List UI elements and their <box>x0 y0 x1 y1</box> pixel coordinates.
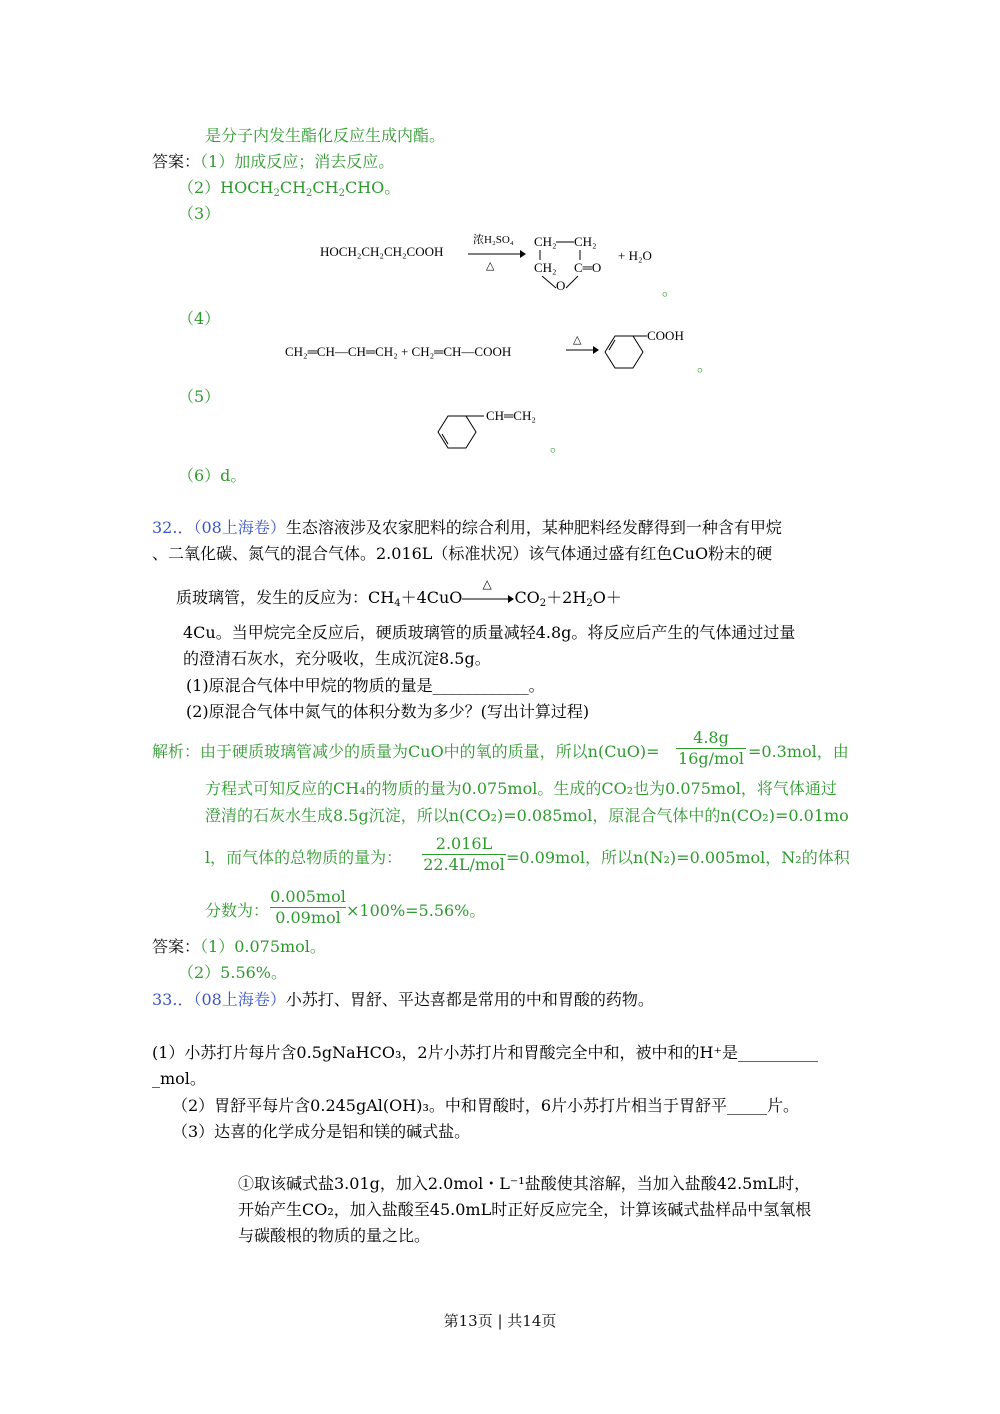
question-33-line-1: 33.．（08上海卷）小苏打、胃舒、平达喜都是常用的中和胃酸的药物。 <box>152 990 654 1009</box>
reaction-arrow <box>466 248 526 260</box>
answer-6: （6）d。 <box>178 466 247 485</box>
question-33-sub-2: （2）胃舒平每片含0.245gAl(OH)₃。中和胃酸时，6片小苏打片相当于胃舒平_____片。 <box>172 1096 800 1115</box>
fraction-cuo: 4.8g 16g/mol <box>676 728 746 769</box>
ring-carbonyl: C═O <box>574 260 602 275</box>
answer-32-line-2: （2）5.56%。 <box>178 963 288 982</box>
reaction-arrow-4 <box>565 344 599 356</box>
solution-32-line-5-end: ×100%=5.56%。 <box>346 901 486 920</box>
question-33-part-1-line-2: 开始产生CO₂，加入盐酸至45.0mL时正好反应完全，计算该碱式盐样品中氢氧根 <box>238 1200 812 1219</box>
question-number-32: 32.． <box>152 518 194 537</box>
fraction-n2: 0.005mol 0.09mol <box>270 887 346 927</box>
question-33-part-1-line-3: 与碳酸根的物质的量之比。 <box>238 1226 431 1245</box>
fraction-total: 2.016L 22.4L/mol <box>423 834 505 874</box>
question-32-sub-1: (1)原混合气体中甲烷的物质的量是____________。 <box>186 676 545 695</box>
answer-2: $(2)HOCH_2CH_2CH_2CHO$。 <box>178 178 401 199</box>
lactone-bonds <box>528 228 608 298</box>
solution-32-line-4: l，而气体的总物质的量为： <box>205 848 403 867</box>
solution-32-line-1: 解析：由于硬质玻璃管减少的质量为CuO中的氧的质量，所以n(CuO)= <box>152 742 660 761</box>
plus-water: + H₂O <box>618 248 652 263</box>
solution-label: 解析： <box>152 742 201 761</box>
question-33-sub-1-cont: _mol。 <box>152 1069 206 1088</box>
solution-32-line-2: 方程式可知反应的CH₄的物质的量为0.075mol。生成的CO₂也为0.075mol，将气体通过 <box>205 779 837 798</box>
question-32-line-2: 、二氧化碳、氮气的混合气体。2.016L（标准状况）该气体通过盛有红色CuO粉末的硬 <box>152 544 773 563</box>
answer-32-line-1: 答案：（1）0.075mol。 <box>152 937 326 956</box>
answer-5-label: （5） <box>178 387 221 406</box>
ring-ch2-2: CH₂ <box>574 234 597 249</box>
period-5: 。 <box>550 436 567 455</box>
question-32-line-4: 4Cu。当甲烷完全反应后，硬质玻璃管的质量减轻4.8g。将反应后产生的气体通过过量 <box>183 623 796 642</box>
question-32-equation: 质玻璃管，发生的反应为：$CH_4+4CuO$ △ $CO_2+2H_2O+$ <box>176 577 622 609</box>
reaction-4 <box>285 330 715 380</box>
question-32-line-1: 32.．（08上海卷）生态溶液涉及农家肥料的综合利用，某种肥料经发酵得到一种含有甲烷 <box>152 518 782 537</box>
solution-32-line-1-end: =0.3mol，由 <box>748 742 849 761</box>
condition-heat-4: △ <box>573 334 582 346</box>
answer-1: （1）加成反应；消去反应。 <box>200 152 395 171</box>
text-line-ester: 是分子内发生酯化反应生成内酯。 <box>205 126 446 145</box>
vinyl-group: CH═CH₂ <box>486 408 536 423</box>
ring-oxygen: O <box>556 278 566 293</box>
reaction-arrow-32 <box>462 593 514 605</box>
condition-h2so4: 浓H₂SO₄ <box>473 234 514 246</box>
question-32-sub-2: (2)原混合气体中氮气的体积分数为多少？(写出计算过程) <box>186 702 590 721</box>
question-33-sub-3: （3）达喜的化学成分是铝和镁的碱式盐。 <box>172 1122 471 1141</box>
cyclohexene-ring-5 <box>432 412 492 456</box>
question-source-32: （08上海卷） <box>193 518 286 537</box>
question-33-part-1-line-1: ①取该碱式盐3.01g，加入2.0mol・L⁻¹盐酸使其溶解，当加入盐酸42.5mL时， <box>238 1174 811 1193</box>
period-4: 。 <box>697 356 714 375</box>
condition-heat: △ <box>486 260 495 272</box>
solution-32-line-3: 澄清的石灰水生成8.5g沉淀，所以n(CO₂)=0.085mol，原混合气体中的n(CO₂)=0.01mo <box>205 806 849 825</box>
question-number-33: 33.． <box>152 990 194 1009</box>
structure-5 <box>432 410 572 460</box>
reaction-3 <box>318 228 678 298</box>
period-3: 。 <box>662 280 679 299</box>
ring-ch2-3: CH₂ <box>534 260 557 275</box>
reactant-hydroxyacid: HOCH₂CH₂CH₂COOH <box>320 244 444 259</box>
solution-32-line-5: 分数为： <box>205 901 270 920</box>
question-source-33: （08上海卷） <box>193 990 286 1009</box>
answer-line-1 <box>152 152 394 172</box>
ring-ch2-1: CH₂ <box>534 234 557 249</box>
page-footer: 第13页 | 共14页 <box>443 1312 557 1330</box>
diels-alder-reactants: CH₂═CH—CH═CH₂ + CH₂═CH—COOH <box>285 344 512 359</box>
cooh-group: COOH <box>647 328 684 343</box>
answer-3-label: （3） <box>178 204 221 223</box>
question-33-sub-1: (1）小苏打片每片含0.5gNaHCO₃，2片小苏打片和胃酸完全中和，被中和的H⁺是__________ <box>152 1043 818 1062</box>
question-32-line-5: 的澄清石灰水，充分吸收，生成沉淀8.5g。 <box>183 649 491 668</box>
answer-4-label: （4） <box>178 309 221 328</box>
answer-label: 答案： <box>152 152 201 171</box>
solution-32-line-4-end: =0.09mol，所以n(N₂)=0.005mol，N₂的体积 <box>506 848 850 867</box>
